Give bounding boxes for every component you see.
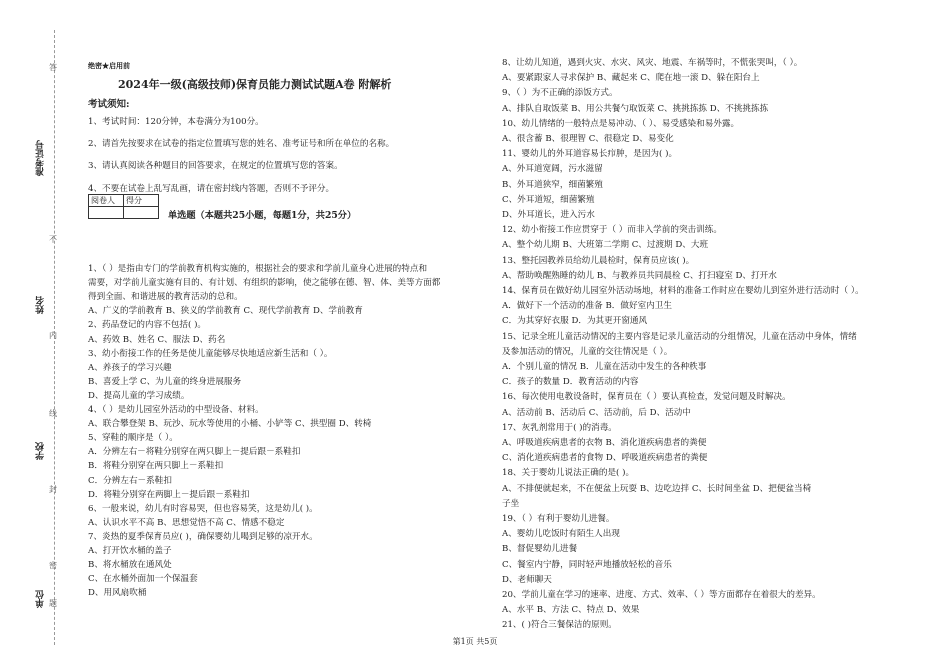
question-line: 13、整托园教养员给幼儿晨检时，保育员应该( )。 — [502, 255, 695, 266]
question-line: 2、药品登记的内容不包括( )。 — [88, 320, 207, 331]
name-label: 姓名 — [36, 296, 46, 314]
seal-mark: 封 — [49, 485, 57, 494]
question-line: 17、灰乳剂常用于( )的消毒。 — [502, 422, 617, 433]
question-line: A、要紧跟家人寻求保护 B、藏起来 C、爬在地一滚 D、躲在阳台上 — [502, 73, 760, 84]
question-line: C．为其穿好衣服 D．为其更开窗通风 — [502, 316, 648, 327]
question-line: 16、每次使用电教设备时，保育员在（ ）要认真检查，发觉问题及时解决。 — [502, 392, 791, 403]
question-line: A、联合攀登架 B、玩沙、玩水等使用的小桶、小铲等 C、拱型圈 D、转椅 — [88, 419, 372, 430]
question-line: D、外耳道长，进入污水 — [502, 210, 595, 220]
question-line: A、婴幼儿吃饭时有陌生人出现 — [502, 529, 620, 540]
page-footer: 第1页 共5页 — [452, 637, 498, 646]
question-line: C．孩子的数量 D．教育活动的内容 — [502, 377, 639, 388]
question-line: 10、幼儿情绪的一般特点是易冲动、（ ）、易受感染和易外露。 — [502, 118, 740, 129]
question-line: A、养孩子的学习兴趣 — [88, 362, 172, 373]
question-line: B、喜爱上学 C、为儿童的终身进展服务 — [88, 376, 242, 387]
question-line: 15、记录全班儿童活动情况的主要内容是记录儿童活动的分组情况，儿童在活动中身体，情绪 — [502, 331, 857, 342]
grader-cell: 阅卷人 — [89, 195, 124, 207]
question-line: B、外耳道狭窄，细菌繁殖 — [502, 179, 603, 190]
section-title: 单选题（本题共25小题，每题1分，共25分） — [168, 210, 357, 221]
question-line: 20、学前儿童在学习的速率、进度、方式、效率、（ ）等方面都存在着很大的差异。 — [502, 590, 821, 600]
binding-margin — [0, 0, 60, 671]
seal-mark: 密 — [49, 561, 57, 570]
unit-label: 单位 — [36, 590, 46, 608]
question-line: A、很含蓄 B、很理智 C、很稳定 D、易变化 — [502, 134, 674, 144]
question-line: 21、( )符合三餐保洁的原则。 — [502, 620, 617, 631]
school-label: 学校 — [36, 442, 46, 460]
question-line: A、呼吸道疾病患者的衣物 B、消化道疾病患者的粪便 — [502, 438, 707, 448]
question-line: C、外耳道短，细菌繁殖 — [502, 194, 595, 205]
question-line: 4、（ ）是幼儿园室外活动的中型设备、材料。 — [88, 405, 264, 415]
question-line: 11、婴幼儿的外耳道容易长疖肿，是因为( )。 — [502, 149, 678, 160]
question-line: 8、让幼儿知道，遇到火灾、水灾、风灾、地震、车祸等时，不慌张哭叫，（ ）。 — [502, 58, 803, 68]
question-line: A、打开饮水桶的盖子 — [88, 546, 172, 556]
question-line: 得到全面、和谐进展的教育活动的总和。 — [88, 292, 243, 303]
question-line: A、外耳道宽阔，污水滋留 — [502, 164, 603, 175]
seal-mark: 线 — [49, 409, 57, 418]
question-line: 12、幼小衔接工作应贯穿于（ ）而非入学前的突击训练。 — [502, 225, 722, 236]
question-line: 14、保育员在做好幼儿园室外活动场地，材料的准备工作时应在婴幼儿到室外进行活动时（ ）。 — [502, 286, 864, 296]
question-line: D．将鞋分别穿在两脚上－提后跟－系鞋扣 — [88, 489, 250, 500]
question-line: D、老师聊天 — [502, 574, 552, 585]
question-line: A．个别儿童的情况 B．儿童在活动中发生的各种秩事 — [502, 362, 707, 372]
question-line: A．做好下一个活动的准备 B．做好室内卫生 — [502, 301, 672, 312]
question-line: 9、（ ）为不正确的添饭方式。 — [502, 88, 618, 99]
question-line: 及参加活动的情况，儿童的交往情况是（ ）。 — [502, 346, 673, 357]
seal-mark: 不 — [49, 235, 57, 244]
question-line: C、在水桶外面加一个保温套 — [88, 574, 198, 585]
question-line: B、将水桶放在通风处 — [88, 560, 172, 571]
question-line: 7、炎热的夏季保育员应( )，确保婴幼儿喝到足够的凉开水。 — [88, 531, 318, 542]
score-table — [88, 194, 159, 219]
notice-item: 2、请首先按要求在试卷的指定位置填写您的姓名、准考证号和所在单位的名称。 — [88, 139, 395, 150]
question-line: A、认识水平不高 B、思想觉悟不高 C、情感不稳定 — [88, 517, 285, 528]
question-line: A、广义的学前教育 B、狭义的学前教育 C、现代学前教育 D、学前教育 — [88, 306, 363, 317]
question-line: 1、（ ）是指由专门的学前教育机构实施的，根据社会的要求和学前儿童身心进展的特点和 — [88, 264, 428, 274]
seal-mark: 内 — [49, 331, 57, 340]
question-line: 子坐 — [502, 498, 520, 509]
question-line: A、活动前 B、活动后 C、活动前，后 D、活动中 — [502, 407, 691, 418]
question-line: 19、（ ）有利于婴幼儿进餐。 — [502, 514, 615, 524]
question-line: D、用风扇吹桶 — [88, 588, 147, 599]
question-line: 3、幼小衔接工作的任务是使儿童能够尽快地适应新生活和（ ）。 — [88, 348, 333, 359]
question-line: B、督促婴幼儿进餐 — [502, 544, 578, 555]
question-line: B．将鞋分别穿在两只脚上－系鞋扣 — [88, 461, 224, 472]
question-line: 18、关于婴幼儿说法正确的是( )。 — [502, 468, 635, 479]
question-line: A、药效 B、姓名 C、服法 D、药名 — [88, 334, 226, 345]
score-blank — [124, 207, 159, 219]
question-line: 6、一般来说，幼儿有时容易哭，但也容易笑，这是幼儿( )。 — [88, 503, 318, 514]
question-line: C、消化道疾病患者的食物 D、呼吸道疾病患者的粪便 — [502, 453, 708, 464]
question-line: A、排队自取饭菜 B、用公共餐勺取饭菜 C、挑挑拣拣 D、不挑挑拣拣 — [502, 103, 769, 114]
question-line: C、餐室内宁静，同时轻声地播放轻松的音乐 — [502, 559, 672, 570]
question-line: 5、穿鞋的顺序是（ ）。 — [88, 433, 178, 444]
score-cell: 得分 — [124, 195, 159, 207]
notice-heading: 考试须知: — [88, 99, 130, 110]
notice-item: 3、请认真阅读各种题目的回答要求，在规定的位置填写您的答案。 — [88, 161, 343, 172]
notice-item: 4、不要在试卷上乱写乱画，请在密封线内答题，否则不予评分。 — [88, 183, 335, 194]
grader-blank — [89, 207, 124, 219]
question-line: A、水平 B、方法 C、特点 D、效果 — [502, 605, 640, 616]
seal-mark: 答 — [49, 63, 57, 72]
seal-mark: 题 — [49, 599, 57, 608]
notice-item: 1、考试时间：120分钟，本卷满分为100分。 — [88, 117, 264, 127]
question-line: C．分辨左右－系鞋扣 — [88, 475, 172, 486]
question-line: 需要，对学前儿童实施有目的、有计划、有组织的影响，使之能够在德、智、体、美等方面都 — [88, 278, 441, 289]
exam-number-label: 准考证号 — [36, 140, 46, 176]
question-line: D、提高儿童的学习成绩。 — [88, 390, 190, 401]
question-line: A、不排便就起来，不在便盆上玩耍 B、边吃边拌 C、长时间坐盆 D、把便盆当椅 — [502, 483, 812, 494]
question-line: A．分辨左右－将鞋分别穿在两只脚上－提后跟－系鞋扣 — [88, 447, 301, 458]
confidential-mark: 绝密★启用前 — [88, 61, 130, 70]
question-line: A、整个幼儿期 B、大班第二学期 C、过渡期 D、大班 — [502, 240, 709, 251]
question-line: A、帮助唤醒熟睡的幼儿 B、与教养员共同晨检 C、打扫寝室 D、打开水 — [502, 270, 777, 281]
page-title: 2024年一级(高级技师)保育员能力测试试题A卷 附解析 — [118, 78, 392, 91]
